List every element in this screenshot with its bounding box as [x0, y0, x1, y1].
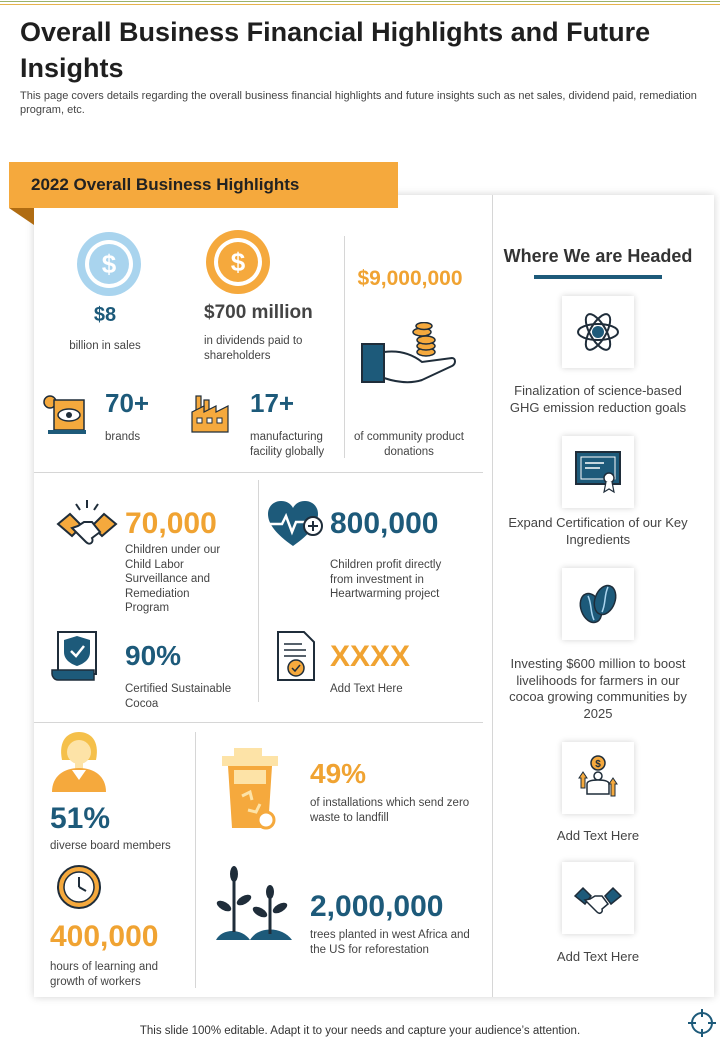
dollar-coin-icon [205, 229, 271, 295]
headed-item-text: Investing $600 million to boost livelihoods for farmers in our cocoa growing communities by 2025 [509, 656, 687, 721]
handshake-icon [573, 878, 623, 918]
headed-item-text: Finalization of science-based GHG emission reduction goals [509, 383, 687, 415]
placeholder-label: Add Text Here [330, 683, 403, 695]
woman-avatar-icon [48, 730, 110, 794]
investor-icon [575, 754, 621, 802]
facilities-label: manufacturing facility globally [250, 431, 325, 458]
heart-value: 800,000 [330, 507, 439, 540]
divider [258, 480, 259, 702]
board-label: diverse board members [50, 840, 171, 852]
svg-text:$: $ [230, 247, 246, 277]
divider [344, 236, 345, 458]
sales-value: $8 [93, 304, 117, 326]
brands-value: 70+ [105, 388, 150, 418]
headed-icon-box [562, 568, 634, 640]
heart-label: Children profit directly from investment in Heartwarming project [330, 559, 442, 600]
divider [34, 472, 483, 473]
highlights-banner [9, 162, 398, 208]
headed-item-text: Add Text Here [556, 828, 640, 843]
learning-value: 400,000 [50, 920, 159, 953]
placeholder-value: XXXX [330, 640, 411, 673]
divider [34, 722, 483, 723]
footer-note: This slide 100% editable. Adapt it to your needs and capture your audience’s attention. [139, 1025, 581, 1037]
clock-icon [56, 864, 102, 910]
children-label: Children under our Child Labor Surveillance and Remediation Program [125, 544, 221, 614]
cocoa-value: 90% [125, 640, 182, 671]
learning-label: hours of learning and growth of workers [50, 961, 159, 988]
headed-item-text: Expand Certification of our Key Ingredients [508, 515, 688, 547]
factory-icon [190, 392, 234, 434]
board-value: 51% [50, 802, 111, 835]
plants-icon [212, 866, 296, 940]
page-subtitle: This page covers details regarding the overall business financial highlights and future insights such as net sales, dividend paid, remediation program, etc. [20, 90, 697, 116]
banner-fold [9, 208, 34, 225]
crosshair-icon [688, 1009, 716, 1037]
headed-icon-box [562, 862, 634, 934]
top-decorative-line [0, 0, 720, 6]
svg-text:$: $ [595, 759, 601, 770]
heart-pulse-icon [266, 500, 324, 548]
headed-item-text: Add Text Here [556, 949, 640, 964]
certificate-scroll-icon [50, 630, 106, 682]
headed-underline [534, 275, 662, 279]
idea-eye-icon [40, 392, 90, 436]
dividends-value: $700 million [204, 302, 313, 323]
svg-text:$: $ [101, 249, 117, 279]
headed-icon-box [562, 296, 634, 368]
sales-label: billion in sales [69, 340, 141, 352]
facilities-value: 17+ [250, 388, 295, 418]
headed-title: Where We are Headed [503, 246, 693, 266]
banner-title: 2022 Overall Business Highlights [31, 175, 300, 194]
dollar-coin-icon [76, 231, 142, 297]
dividends-label: in dividends paid to shareholders [204, 335, 303, 362]
headed-icon-box [562, 436, 634, 508]
donations-label: of community product donations [354, 431, 464, 458]
waste-value: 49% [310, 758, 367, 789]
brands-label: brands [105, 431, 141, 443]
panel-divider [492, 195, 493, 997]
trees-label: trees planted in west Africa and the US for reforestation [310, 929, 470, 956]
recycle-bin-icon [220, 748, 284, 832]
waste-label: of installations which send zero waste to landfill [310, 797, 470, 824]
atom-icon [574, 308, 622, 356]
hand-coins-icon [360, 322, 458, 388]
certificate-icon [574, 450, 622, 494]
page-title: Overall Business Financial Highlights and Future Insights [20, 17, 651, 83]
headed-icon-box [562, 742, 634, 814]
cocoa-beans-icon [576, 582, 620, 626]
children-value: 70,000 [125, 507, 217, 540]
trees-value: 2,000,000 [310, 890, 444, 923]
donations-value: $9,000,000 [357, 267, 463, 290]
document-check-icon [276, 630, 316, 682]
handshake-icon [56, 498, 118, 554]
divider [195, 732, 196, 988]
cocoa-label: Certified Sustainable Cocoa [125, 683, 232, 710]
